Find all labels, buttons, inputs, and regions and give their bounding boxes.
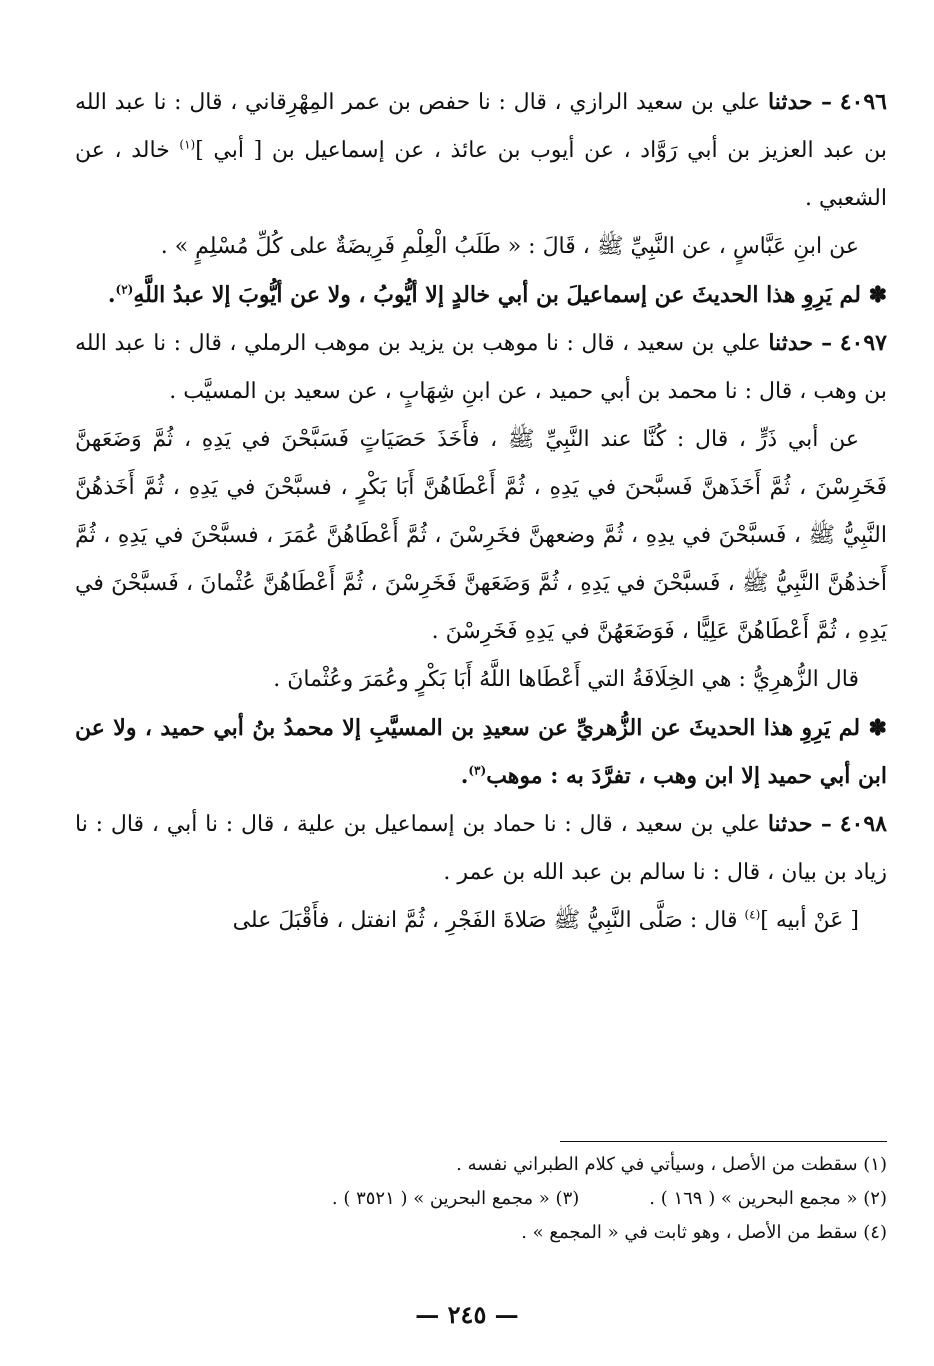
footnote-marker: (٢) xyxy=(115,282,134,297)
page-number: — ٢٤٥ — xyxy=(415,1300,519,1329)
hadith-4097-zuhri: قال الزُّهرِيُّ : هي الخِلَافَةُ التي أَعْطَاها اللَّهُ أَبَا بَكْرٍ وعُمَرَ وعُثْمانَ . xyxy=(273,667,859,692)
footnotes xyxy=(75,1148,887,1250)
matn-start: [ عَنْ أبيه ] xyxy=(760,908,859,933)
footnote-divider xyxy=(560,1141,887,1142)
isnad-text: علي بن سعيد ، قال : نا حماد بن إسماعيل بن علية ، قال : نا أبي ، قال : نا زياد بن بيان ، قال : نا سالم بن عبد الله بن عمر . xyxy=(75,812,887,885)
isnad-text: علي بن سعيد ، قال : نا موهب بن يزيد بن موهب الرملي ، قال : نا عبد الله بن وهب ، قال : نا محمد بن أبي حميد ، عن ابنِ شِهَابٍ ، عن سعيد بن المسيَّب . xyxy=(75,331,887,404)
footnote-marker: (٤) xyxy=(744,907,761,922)
comment-text: ✽ لم يَرِوِ هذا الحديثَ عن الزُّهريِّ عن سعيدِ بن المسيَّبِ إلا محمدُ بنُ أبي حميد ، ولا عن ابن أبي حميد إلا ابن وهب ، تفرَّدَ به : موهب xyxy=(75,715,887,789)
comment-text: ✽ لم يَرِوِ هذا الحديثَ عن إسماعيلَ بن أبي خالدٍ إلا أيُّوبُ ، ولا عن أيُّوبَ إلا عبدُ اللَّهِ xyxy=(133,282,887,308)
hadith-intro: – حدثنا xyxy=(767,811,832,837)
hadith-4096-isnad xyxy=(75,78,887,223)
hadith-4097-isnad xyxy=(75,319,887,416)
footnote-row-2-3 xyxy=(75,1182,887,1216)
hadith-4098-isnad xyxy=(75,800,887,897)
footnote-marker: (١) xyxy=(179,137,196,152)
isnad-text: علي بن سعيد الرازي ، قال : نا حفص بن عمر المِهْرِقاني ، قال : نا عبد الله بن عبد العزيز بن أبي رَوَّاد ، عن أيوب بن عائذ ، عن إسماعيل بن [ أبي ] xyxy=(75,90,888,163)
footnote-1: (١) سقطت من الأصل ، وسيأتي في كلام الطبراني نفسه . xyxy=(456,1154,887,1175)
hadith-intro: – حدثنا xyxy=(768,330,833,356)
matn-text: قال : صَلَّى النَّبِيُّ ﷺ صَلاةَ الفَجْرِ ، ثُمَّ انفتل ، فأَقْبَلَ على xyxy=(232,908,738,933)
hadith-number: ٤٠٩٨ xyxy=(839,811,887,837)
footnote-3: (٣) « مجمع البحرين » ( ٣٥٢١ ) . xyxy=(331,1188,580,1209)
hadith-4096-comment: ✽ لم يَرِوِ هذا الحديثَ عن إسماعيلَ بن أبي خالدٍ إلا أيُّوبُ ، ولا عن أيُّوبَ إلا عبدُ اللَّهِ$^{(٢)}$. xyxy=(107,282,887,308)
hadith-intro: – حدثنا xyxy=(768,89,832,115)
main-text xyxy=(75,78,887,945)
hadith-4098-matn xyxy=(75,897,887,945)
hadith-4096-matn: عن ابنِ عَبَّاسٍ ، عن النَّبِيِّ ﷺ ، قَالَ : « طَلَبُ الْعِلْمِ فَرِيضَةٌ على كُلِّ مُسْلِمٍ » . xyxy=(160,234,859,259)
hadith-4097-comment: ✽ لم يَرِوِ هذا الحديثَ عن الزُّهريِّ عن سعيدِ بن المسيَّبِ إلا محمدُ بنُ أبي حميد ، ولا عن ابن أبي حميد إلا ابن وهب ، تفرَّدَ به : موهب$^{(٣)}$. xyxy=(75,715,887,789)
hadith-number: ٤٠٩٧ xyxy=(839,330,887,356)
hadith-number: ٤٠٩٦ xyxy=(839,89,887,115)
footnote-marker: (٣) xyxy=(468,763,487,778)
hadith-4097-matn: عن أبي ذَرٍّ ، قال : كُنَّا عند النَّبِيِّ ﷺ ، فأَخَذَ حَصَيَاتٍ فَسَبَّحْنَ في يَدِهِ ، ثُمَّ وَضَعَهنَّ فَخَرِسْنَ ، ثُمَّ أَخَذَهنَّ فَسبَّحنَ في يَدِهِ ، ثُمَّ أَعْطَاهُنَّ أَبَا بَكْرٍ ، فسبَّحْنَ في يَدِهِ ، ثُمَّ أَخَذهُنَّ النَّبِيُّ ﷺ ، فَسبَّحْنَ في يدِهِ ، ثُمَّ وضعهنَّ فخَرِسْنَ ، ثُمَّ أَعْطَاهُنَّ عُمَرَ ، فسبَّحْنَ في يَدِهِ ، ثُمَّ أَخذهُنَّ النَّبِيُّ ﷺ ، فَسبَّحْنَ في يَدِهِ ، ثُمَّ وَضَعَهنَّ فَخَرِسْنَ ، ثُمَّ أَعْطَاهُنَّ عُثْمانَ ، فَسبَّحْنَ في يَدِهِ ، ثُمَّ أَعْطَاهُنَّ عَلِيًّا ، فَوَضَعَهُنَّ في يَدِهِ فَخَرِسْنَ . xyxy=(75,427,887,644)
isnad-text: خالد ، عن الشعبي . xyxy=(75,138,887,211)
footnote-4: (٤) سقط من الأصل ، وهو ثابت في « المجمع » . xyxy=(521,1222,887,1243)
footnote-2: (٢) « مجمع البحرين » ( ١٦٩ ) . xyxy=(649,1188,887,1209)
